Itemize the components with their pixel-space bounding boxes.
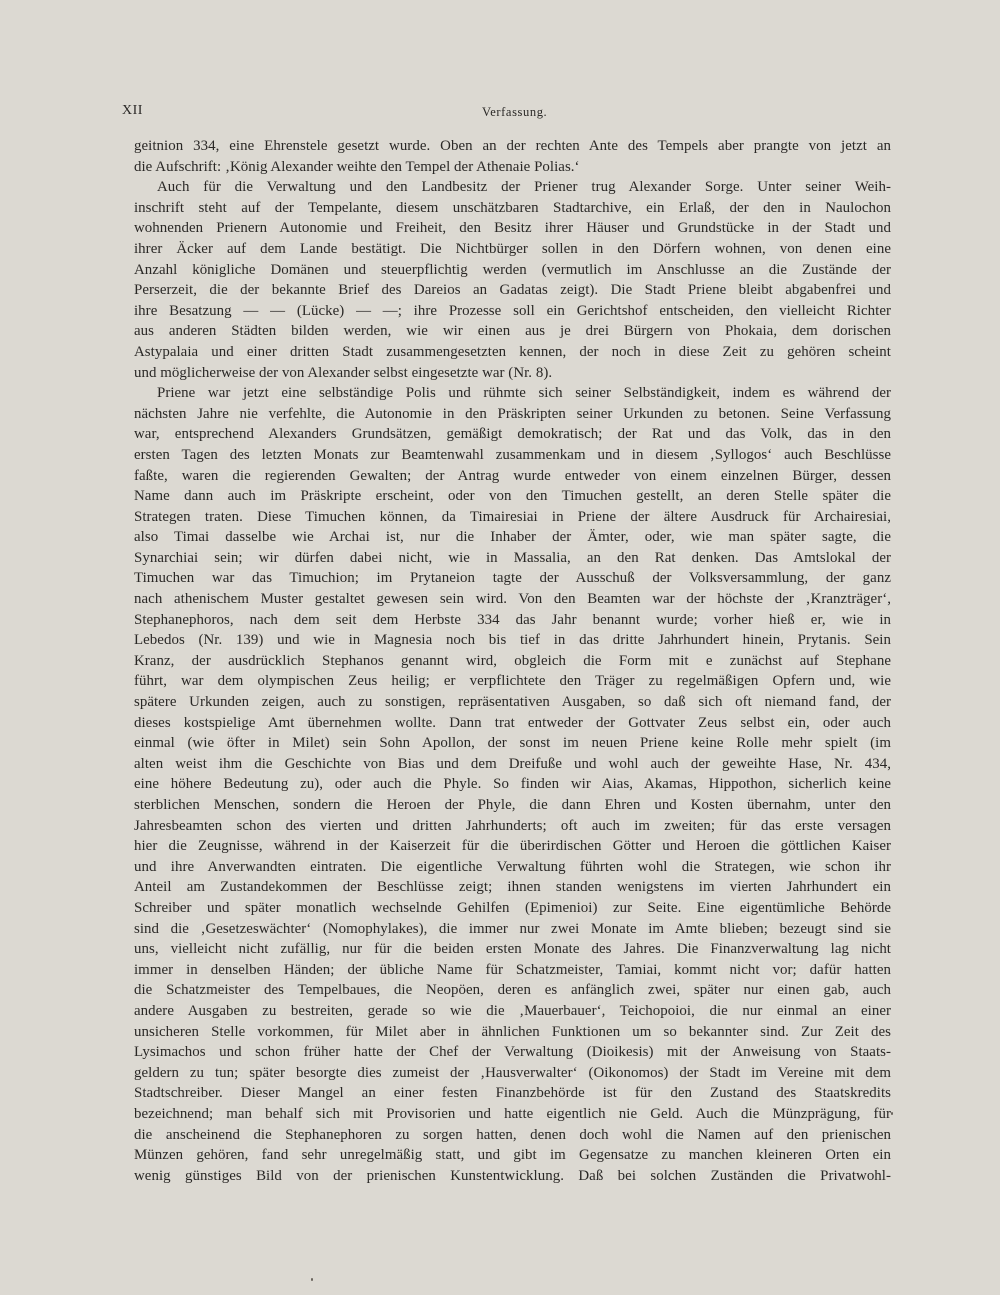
text-line: sind die ‚Gesetzeswächter‘ (Nomophylakes), die immer nur zwei Monate im Amte blieben; bezeugt sind sie xyxy=(134,920,891,937)
text-line: also Timai dasselbe wie Archai ist, nur die Inhaber der Ämter, oder, wie man später sagte, die xyxy=(134,529,891,546)
text-line: Stephanephoros, nach dem seit dem Herbste 334 das Jahr benannt wurde; vorher hieß er, wie in xyxy=(134,611,891,628)
text-line: dieses kostspielige Amt übernehmen wollte. Dann trat entweder der Gottvater Zeus selbst ein, oder auch xyxy=(134,714,891,731)
text-line: alten weist ihm die Geschichte von Bias und dem Dreifuße und wohl auch der geweihte Hase, Nr. 434, xyxy=(134,755,891,772)
text-line: Lysimachos und schon früher hatte der Chef der Verwaltung (Dioikesis) mit der Anweisung von Staats- xyxy=(134,1044,891,1061)
text-line: wenig günstiges Bild von der prienischen Kunstentwicklung. Daß bei solchen Zuständen die Privatwohl- xyxy=(134,1167,891,1184)
text-line: war, entsprechend Alexanders Grundsätzen, gemäßigt demokratisch; der Rat und das Volk, das in den xyxy=(134,426,891,443)
text-line: Timuchen war das Timuchion; im Prytaneion tagte der Ausschuß der Volksversammlung, der ganz xyxy=(134,570,891,587)
text-line: wohnenden Prienern Autonomie und Freiheit, den Besitz ihrer Häuser und Grundstücke in der Stadt und xyxy=(134,220,891,237)
page-number: XII xyxy=(122,103,143,118)
text-line: Anteil am Zustandekommen der Beschlüsse zeigt; ihnen standen wenigstens im vierten Jahrhundert ein xyxy=(134,879,891,896)
text-line: Priene war jetzt eine selbständige Polis und rühmte sich seiner Selbständigkeit, indem es während der xyxy=(157,385,891,402)
text-line: hier die Zeugnisse, während in der Kaiserzeit für die überirdischen Götter und Heroen die göttlichen Kaiser xyxy=(134,838,891,855)
text-line: nächsten Jahre nie verfehlte, die Autonomie in den Präskripten seiner Urkunden zu betonen. Seine Verfassung xyxy=(134,405,891,422)
text-line: nach athenischem Muster gestaltet gewesen sein wird. Von den Beamten war der höchste der ‚Kranzträger‘, xyxy=(134,591,891,608)
text-line: Lebedos (Nr. 139) und wie in Magnesia noch bis tief in das dritte Jahrhundert hinein, Prytanis. Sein xyxy=(134,632,891,649)
text-line: ersten Tagen des letzten Monats zur Beamtenwahl zusammenkam und in diesem ‚Syllogos‘ auch Beschlüsse xyxy=(134,446,891,463)
text-line: die Schatzmeister des Tempelbaues, die Neopöen, deren es anfänglich zwei, später nur einen gab, auch xyxy=(134,982,891,999)
text-line: geldern zu tun; später besorgte dies zumeist der ‚Hausverwalter‘ (Oikonomos) der Stadt im Vereine mit dem xyxy=(134,1064,891,1081)
text-line: aus anderen Städten bilden werden, wie wir einen aus je drei Bürgern von Phokaia, dem dorischen xyxy=(134,323,891,340)
text-line: Astypalaia und einer dritten Stadt zusammengesetzten kennen, der noch in diese Zeit zu gehören scheint xyxy=(134,343,891,360)
text-line: Synarchiai sein; wir dürfen dabei nicht, wie in Massalia, an den Rat denken. Das Amtslokal der xyxy=(134,549,891,566)
text-line: Schreiber und später monatlich wechselnde Gehilfen (Epimenioi) zur Seite. Eine eigentümliche Behörde xyxy=(134,899,891,916)
text-line: ihre Besatzung — — (Lücke) — —; ihre Prozesse soll ein Gerichtshof entscheiden, den vielleicht Richter xyxy=(134,302,891,319)
text-line: immer in denselben Händen; der übliche Name für Schatzmeister, Tamiai, kommt nicht vor; dafür hatten xyxy=(134,961,891,978)
running-title: Verfassung. xyxy=(482,105,548,119)
text-line: führt, war dem olympischen Zeus heilig; er verpflichtete den Träger zu regelmäßigen Opfern und, wie xyxy=(134,673,891,690)
text-line: und ihre Anverwandten eintraten. Die eigentliche Verwaltung führten wohl die Strategen, wie schon ihr xyxy=(134,858,891,875)
text-line: geitnion 334, eine Ehrenstele gesetzt wurde. Oben an der rechten Ante des Tempels aber prangte von jetzt an xyxy=(134,138,891,154)
text-line: Kranz, der ausdrücklich Stephanos genannt wird, obgleich die Form mit e zunächst auf Stephane xyxy=(134,652,891,669)
text-line: Anzahl königliche Domänen und steuerpflichtig werden (vermutlich im Anschlusse an die Zustände der xyxy=(134,261,891,278)
text-line: Stadtschreiber. Dieser Mangel an einer festen Finanzbehörde ist für den Zustand des Staatskredits xyxy=(134,1085,891,1102)
text-line: Auch für die Verwaltung und den Landbesitz der Priener trug Alexander Sorge. Unter seiner Weih- xyxy=(157,179,891,196)
text-line: einmal (wie öfter in Milet) sein Sohn Apollon, der sonst im neuen Priene keine Rolle mehr spielt (im xyxy=(134,735,891,752)
text-line: faßte, waren die regierenden Gewalten; der Antrag wurde entweder von einem einzelnen Bürger, dessen xyxy=(134,467,891,484)
text-line: Name dann auch im Präskripte erscheint, oder von den Timuchen gestellt, an deren Stelle später die xyxy=(134,488,891,505)
text-line: andere Ausgaben zu bestreiten, gerade so wie die ‚Mauerbauer‘, Teichopoioi, die nur einmal an einer xyxy=(134,1002,891,1019)
text-line: uns, vielleicht nicht zufällig, nur für die beiden ersten Monate des Jahres. Die Finanzverwaltung lag nicht xyxy=(134,941,891,958)
text-line: spätere Urkunden zeigen, auch zu sonstigen, repräsentativen Ausgaben, so daß sich oft niemand fand, der xyxy=(134,694,891,711)
text-line: bezeichnend; man behalf sich mit Provisorien und hatte eigentlich nie Geld. Auch die Münzprägung, für xyxy=(134,1105,891,1122)
text-line: sterblichen Menschen, sondern die Heroen der Phyle, die dann Ehren und Kosten übernahm, unter den xyxy=(134,797,891,813)
text-line: Perserzeit, die der bekannte Brief des Dareios an Gadatas zeigt). Die Stadt Priene bleibt abgabenfrei und xyxy=(134,282,891,299)
text-line: Strategen traten. Diese Timuchen können, da Timairesiai in Priene der ältere Ausdruck für Archairesiai, xyxy=(134,508,891,525)
text-line: inschrift steht auf der Tempelante, diesem unschätzbaren Stadtarchive, ein Erlaß, der den in Naulochon xyxy=(134,199,891,216)
text-line: die Aufschrift: ‚König Alexander weihte den Tempel der Athenaie Polias.‘ xyxy=(134,158,580,175)
text-line: Münzen gehören, fand sehr unregelmäßig statt, und gibt im Gegensatze zu manchen kleineren Orten ein xyxy=(134,1147,891,1164)
body-text xyxy=(134,136,891,1186)
print-speck xyxy=(311,1278,313,1281)
text-line: eine höhere Bedeutung zu), oder auch die Phyle. So finden wir Aias, Akamas, Hippothon, sicherlich keine xyxy=(134,776,891,793)
text-line: unsicheren Stelle vorkommen, für Milet aber in ähnlichen Funktionen um so bekannter sind. Zur Zeit des xyxy=(134,1023,891,1040)
text-line: ihrer Äcker auf dem Lande bestätigt. Die Nichtbürger sollen in den Dörfern wohnen, von denen eine xyxy=(134,240,891,257)
text-line: die anscheinend die Stephanephoren zu sorgen hatten, denen doch wohl die Namen auf den prienischen xyxy=(134,1126,891,1143)
page-header xyxy=(122,103,892,125)
text-line: Jahresbeamten schon des vierten und dritten Jahrhunderts; oft auch im zweiten; für das erste versagen xyxy=(134,817,891,834)
print-speck xyxy=(891,1112,893,1115)
text-line: und möglicherweise der von Alexander selbst eingesetzte war (Nr. 8). xyxy=(134,364,553,381)
